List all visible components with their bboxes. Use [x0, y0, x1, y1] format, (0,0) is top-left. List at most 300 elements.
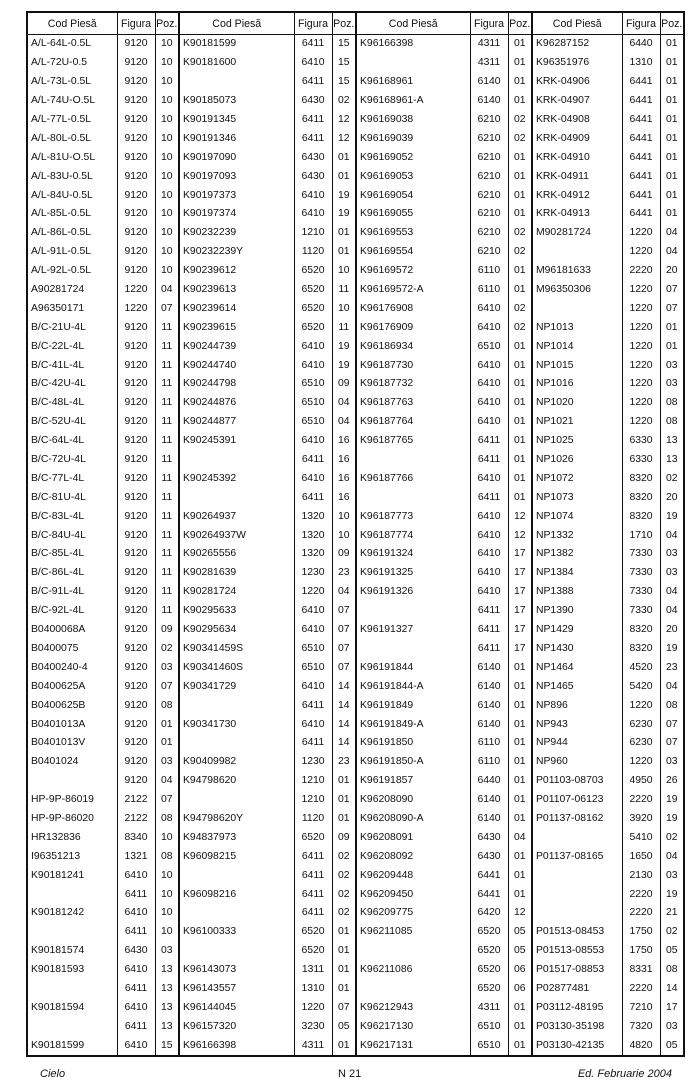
cell-cod-piesa: K96187774	[356, 526, 470, 545]
cell-poz: 14	[332, 677, 356, 696]
cell-poz: 16	[332, 469, 356, 488]
cell-cod-piesa: NP1026	[532, 451, 622, 470]
cell-figura: 6210	[470, 243, 508, 262]
cell-figura: 6411	[470, 451, 508, 470]
cell-cod-piesa: K96187730	[356, 356, 470, 375]
cell-figura: 6410	[470, 507, 508, 526]
cell-cod-piesa: K90239615	[179, 318, 294, 337]
cell-figura: 6410	[470, 564, 508, 583]
cell-cod-piesa: P01517-08853	[532, 961, 622, 980]
cell-poz: 08	[155, 847, 179, 866]
cell-cod-piesa: K90295633	[179, 602, 294, 621]
cell-cod-piesa: NP1073	[532, 488, 622, 507]
cell-figura: 1220	[622, 337, 660, 356]
cell-cod-piesa	[27, 885, 117, 904]
column-header-poz-3: Poz.	[508, 12, 532, 35]
cell-cod-piesa: K90181574	[27, 942, 117, 961]
cell-poz: 07	[332, 602, 356, 621]
cell-poz: 17	[508, 583, 532, 602]
cell-figura: 1220	[622, 281, 660, 300]
cell-cod-piesa: P01137-08165	[532, 847, 622, 866]
cell-cod-piesa: NP1430	[532, 640, 622, 659]
cell-poz: 01	[508, 677, 532, 696]
cell-poz: 13	[155, 980, 179, 999]
cell-cod-piesa: B/C-91L-4L	[27, 583, 117, 602]
cell-figura: 6410	[470, 356, 508, 375]
cell-poz: 02	[508, 224, 532, 243]
cell-cod-piesa: B0400625A	[27, 677, 117, 696]
cell-cod-piesa: A/L-83U-0.5L	[27, 167, 117, 186]
cell-cod-piesa: K90181600	[179, 54, 294, 73]
cell-cod-piesa: K96169572	[356, 262, 470, 281]
cell-poz: 04	[660, 602, 684, 621]
column-header-cod-piesa-3: Cod Piesă	[356, 12, 470, 35]
cell-figura: 1220	[622, 356, 660, 375]
table-row	[27, 413, 684, 432]
cell-poz: 11	[155, 469, 179, 488]
cell-cod-piesa: K90181594	[27, 998, 117, 1017]
table-row	[27, 583, 684, 602]
cell-figura: 4950	[622, 772, 660, 791]
cell-poz: 08	[155, 696, 179, 715]
cell-figura: 6140	[470, 810, 508, 829]
cell-cod-piesa: K96211086	[356, 961, 470, 980]
cell-poz: 07	[660, 734, 684, 753]
cell-poz: 07	[660, 299, 684, 318]
cell-cod-piesa: K96169052	[356, 148, 470, 167]
table-row	[27, 451, 684, 470]
cell-cod-piesa: K96100333	[179, 923, 294, 942]
table-row	[27, 507, 684, 526]
cell-cod-piesa: K94798620	[179, 772, 294, 791]
cell-cod-piesa: K90264937W	[179, 526, 294, 545]
cell-cod-piesa: P01513-08553	[532, 942, 622, 961]
cell-cod-piesa: P01107-06123	[532, 791, 622, 810]
table-row	[27, 791, 684, 810]
cell-figura: 6210	[470, 167, 508, 186]
cell-cod-piesa: NP1014	[532, 337, 622, 356]
cell-cod-piesa: K90244739	[179, 337, 294, 356]
cell-poz: 01	[660, 205, 684, 224]
cell-figura: 6441	[622, 167, 660, 186]
cell-poz: 01	[508, 35, 532, 54]
cell-figura: 9120	[117, 167, 155, 186]
table-row	[27, 904, 684, 923]
cell-cod-piesa: B0401013A	[27, 715, 117, 734]
table-row	[27, 942, 684, 961]
cell-cod-piesa: NP1429	[532, 621, 622, 640]
table-row	[27, 847, 684, 866]
cell-figura: 4311	[470, 998, 508, 1017]
cell-cod-piesa	[27, 772, 117, 791]
cell-poz: 07	[660, 281, 684, 300]
cell-cod-piesa: HP-9P-86019	[27, 791, 117, 810]
cell-cod-piesa: A/L-85L-0.5L	[27, 205, 117, 224]
cell-figura: 6411	[470, 640, 508, 659]
cell-cod-piesa	[27, 1017, 117, 1036]
cell-cod-piesa: K96098215	[179, 847, 294, 866]
cell-figura: 3920	[622, 810, 660, 829]
cell-cod-piesa: K90341459S	[179, 640, 294, 659]
cell-poz: 09	[332, 828, 356, 847]
cell-poz: 01	[508, 810, 532, 829]
cell-poz: 10	[155, 923, 179, 942]
cell-figura: 6411	[117, 1017, 155, 1036]
cell-cod-piesa: B/C-41L-4L	[27, 356, 117, 375]
cell-figura: 8320	[622, 469, 660, 488]
cell-figura: 6410	[117, 998, 155, 1017]
cell-figura: 1710	[622, 526, 660, 545]
cell-poz: 01	[155, 734, 179, 753]
parts-index-table-container	[26, 11, 683, 1057]
cell-figura: 6420	[470, 904, 508, 923]
cell-figura: 6441	[622, 148, 660, 167]
cell-cod-piesa: NP960	[532, 753, 622, 772]
cell-figura: 3230	[294, 1017, 332, 1036]
cell-poz: 01	[508, 394, 532, 413]
cell-poz: 03	[155, 753, 179, 772]
cell-figura: 1310	[622, 54, 660, 73]
table-row	[27, 167, 684, 186]
table-row	[27, 186, 684, 205]
cell-poz: 10	[155, 148, 179, 167]
cell-poz: 11	[155, 583, 179, 602]
cell-cod-piesa: K96169053	[356, 167, 470, 186]
table-row	[27, 828, 684, 847]
cell-poz: 11	[155, 432, 179, 451]
cell-poz: 12	[332, 111, 356, 130]
cell-poz: 01	[508, 281, 532, 300]
table-row	[27, 810, 684, 829]
cell-figura: 6510	[294, 658, 332, 677]
cell-figura: 1321	[117, 847, 155, 866]
table-row	[27, 92, 684, 111]
cell-figura: 6441	[622, 73, 660, 92]
cell-poz: 12	[508, 904, 532, 923]
cell-cod-piesa: K96191327	[356, 621, 470, 640]
cell-cod-piesa: A/L-84U-0.5L	[27, 186, 117, 205]
cell-cod-piesa	[356, 942, 470, 961]
cell-poz: 04	[332, 413, 356, 432]
cell-figura: 6411	[294, 451, 332, 470]
cell-figura: 1650	[622, 847, 660, 866]
cell-figura: 6411	[117, 885, 155, 904]
cell-figura: 6410	[470, 318, 508, 337]
cell-figura: 4311	[470, 54, 508, 73]
cell-poz: 01	[508, 451, 532, 470]
cell-figura: 6430	[470, 847, 508, 866]
cell-poz: 04	[155, 772, 179, 791]
column-header-cod-piesa-4: Cod Piesă	[532, 12, 622, 35]
cell-cod-piesa: K90281639	[179, 564, 294, 583]
cell-cod-piesa	[27, 923, 117, 942]
cell-figura: 6330	[622, 451, 660, 470]
cell-poz: 03	[660, 866, 684, 885]
cell-figura: 8340	[117, 828, 155, 847]
cell-figura: 6410	[294, 186, 332, 205]
cell-poz: 04	[660, 847, 684, 866]
cell-cod-piesa: K96166398	[356, 35, 470, 54]
cell-cod-piesa: K90239614	[179, 299, 294, 318]
cell-figura: 6411	[117, 923, 155, 942]
cell-cod-piesa: K96169039	[356, 129, 470, 148]
column-header-poz-1: Poz.	[155, 12, 179, 35]
cell-poz: 10	[155, 904, 179, 923]
cell-figura: 1750	[622, 942, 660, 961]
cell-figura: 6520	[294, 828, 332, 847]
cell-figura: 5420	[622, 677, 660, 696]
cell-figura: 1750	[622, 923, 660, 942]
footer-page-number: N 21	[338, 1068, 362, 1080]
cell-cod-piesa: A/L-86L-0.5L	[27, 224, 117, 243]
cell-cod-piesa: A/L-73L-0.5L	[27, 73, 117, 92]
cell-poz: 01	[660, 186, 684, 205]
cell-figura: 6410	[294, 337, 332, 356]
cell-poz: 08	[660, 413, 684, 432]
cell-figura: 1220	[294, 583, 332, 602]
cell-figura: 1230	[294, 753, 332, 772]
cell-figura: 6441	[622, 129, 660, 148]
table-row	[27, 318, 684, 337]
cell-figura: 6411	[294, 73, 332, 92]
cell-poz: 04	[332, 583, 356, 602]
cell-figura: 6520	[294, 923, 332, 942]
cell-poz: 17	[508, 621, 532, 640]
cell-figura: 6411	[294, 129, 332, 148]
cell-cod-piesa: A/L-64L-0.5L	[27, 35, 117, 54]
cell-figura: 9120	[117, 469, 155, 488]
cell-poz: 10	[155, 129, 179, 148]
cell-cod-piesa	[27, 980, 117, 999]
cell-cod-piesa: B0400625B	[27, 696, 117, 715]
cell-poz: 13	[660, 451, 684, 470]
cell-poz: 01	[508, 432, 532, 451]
cell-figura: 1210	[294, 791, 332, 810]
cell-poz: 01	[508, 469, 532, 488]
cell-cod-piesa: KRK-04912	[532, 186, 622, 205]
cell-cod-piesa: K90341729	[179, 677, 294, 696]
table-row	[27, 281, 684, 300]
cell-poz: 06	[508, 961, 532, 980]
cell-cod-piesa	[179, 451, 294, 470]
cell-cod-piesa: K96209448	[356, 866, 470, 885]
cell-figura: 6411	[117, 980, 155, 999]
cell-cod-piesa	[532, 885, 622, 904]
cell-figura: 6410	[294, 677, 332, 696]
cell-poz: 11	[155, 337, 179, 356]
cell-poz: 11	[332, 281, 356, 300]
cell-poz: 12	[508, 507, 532, 526]
cell-cod-piesa: NP1332	[532, 526, 622, 545]
cell-figura: 6411	[294, 885, 332, 904]
cell-poz: 01	[508, 715, 532, 734]
cell-figura: 6411	[294, 696, 332, 715]
cell-cod-piesa: NP1016	[532, 375, 622, 394]
cell-cod-piesa: K96157320	[179, 1017, 294, 1036]
cell-cod-piesa: K96187763	[356, 394, 470, 413]
cell-cod-piesa: K96191324	[356, 545, 470, 564]
cell-figura: 6210	[470, 111, 508, 130]
cell-cod-piesa: P03130-42135	[532, 1036, 622, 1056]
cell-figura: 6210	[470, 224, 508, 243]
cell-figura: 4520	[622, 658, 660, 677]
cell-poz: 01	[332, 923, 356, 942]
cell-figura: 6410	[470, 375, 508, 394]
cell-figura: 6330	[622, 432, 660, 451]
cell-cod-piesa: KRK-04913	[532, 205, 622, 224]
cell-figura: 6430	[117, 942, 155, 961]
cell-poz: 05	[660, 942, 684, 961]
cell-figura: 9120	[117, 129, 155, 148]
cell-cod-piesa: B/C-83L-4L	[27, 507, 117, 526]
cell-poz: 14	[332, 715, 356, 734]
column-header-poz-4: Poz.	[660, 12, 684, 35]
table-row	[27, 1017, 684, 1036]
cell-cod-piesa: NP943	[532, 715, 622, 734]
cell-figura: 8331	[622, 961, 660, 980]
table-row	[27, 866, 684, 885]
table-row	[27, 621, 684, 640]
cell-figura: 6410	[294, 205, 332, 224]
cell-poz: 03	[660, 375, 684, 394]
cell-poz: 01	[332, 148, 356, 167]
cell-cod-piesa: NP1025	[532, 432, 622, 451]
cell-figura: 9120	[117, 753, 155, 772]
cell-poz: 01	[508, 73, 532, 92]
cell-figura: 1320	[294, 507, 332, 526]
table-row	[27, 1036, 684, 1056]
cell-poz: 14	[332, 734, 356, 753]
cell-poz: 01	[660, 318, 684, 337]
cell-cod-piesa: K90244740	[179, 356, 294, 375]
table-row	[27, 564, 684, 583]
cell-figura: 6410	[470, 394, 508, 413]
cell-cod-piesa: K96191849-A	[356, 715, 470, 734]
cell-figura: 6430	[294, 167, 332, 186]
cell-figura: 6411	[294, 904, 332, 923]
table-row	[27, 602, 684, 621]
cell-cod-piesa: K96191844-A	[356, 677, 470, 696]
cell-figura: 1210	[294, 224, 332, 243]
cell-poz: 01	[660, 73, 684, 92]
cell-figura: 9120	[117, 73, 155, 92]
cell-poz: 19	[660, 507, 684, 526]
cell-figura: 9120	[117, 337, 155, 356]
cell-poz: 07	[155, 299, 179, 318]
cell-poz: 01	[508, 413, 532, 432]
cell-figura: 6110	[470, 734, 508, 753]
cell-cod-piesa: B/C-81U-4L	[27, 488, 117, 507]
cell-figura: 9120	[117, 148, 155, 167]
cell-figura: 6510	[294, 394, 332, 413]
cell-cod-piesa: K96187773	[356, 507, 470, 526]
cell-cod-piesa: K96209775	[356, 904, 470, 923]
table-body	[27, 35, 684, 1057]
table-row	[27, 469, 684, 488]
cell-cod-piesa: K96187764	[356, 413, 470, 432]
cell-poz: 02	[660, 469, 684, 488]
cell-poz: 11	[155, 356, 179, 375]
cell-poz: 04	[155, 281, 179, 300]
cell-cod-piesa: K90191346	[179, 129, 294, 148]
cell-cod-piesa: K90244798	[179, 375, 294, 394]
cell-figura: 6411	[294, 488, 332, 507]
cell-figura: 6410	[117, 904, 155, 923]
cell-cod-piesa: K96169054	[356, 186, 470, 205]
cell-figura: 6410	[294, 621, 332, 640]
cell-poz: 01	[508, 1036, 532, 1056]
table-row	[27, 394, 684, 413]
cell-figura: 6410	[470, 469, 508, 488]
cell-figura: 9120	[117, 356, 155, 375]
cell-poz: 23	[660, 658, 684, 677]
cell-cod-piesa	[356, 640, 470, 659]
cell-poz: 11	[155, 394, 179, 413]
cell-poz: 02	[332, 866, 356, 885]
cell-cod-piesa: K90197093	[179, 167, 294, 186]
cell-cod-piesa: P01513-08453	[532, 923, 622, 942]
cell-figura: 8320	[622, 488, 660, 507]
cell-poz: 02	[332, 885, 356, 904]
cell-cod-piesa: B/C-52U-4L	[27, 413, 117, 432]
cell-poz: 03	[660, 356, 684, 375]
cell-figura: 4311	[470, 35, 508, 54]
cell-poz: 14	[660, 980, 684, 999]
cell-figura: 6430	[294, 92, 332, 111]
cell-cod-piesa: K90232239Y	[179, 243, 294, 262]
cell-figura: 9120	[117, 640, 155, 659]
table-row	[27, 111, 684, 130]
cell-cod-piesa: K96169055	[356, 205, 470, 224]
cell-figura: 6230	[622, 734, 660, 753]
cell-figura: 6411	[294, 35, 332, 54]
table-row	[27, 545, 684, 564]
cell-cod-piesa: K96187766	[356, 469, 470, 488]
cell-poz: 14	[332, 696, 356, 715]
cell-figura: 6410	[117, 961, 155, 980]
cell-figura: 1120	[294, 810, 332, 829]
cell-figura: 9120	[117, 394, 155, 413]
cell-poz: 01	[660, 167, 684, 186]
cell-cod-piesa: P03112-48195	[532, 998, 622, 1017]
cell-figura: 6510	[470, 1036, 508, 1056]
cell-cod-piesa: K90181593	[27, 961, 117, 980]
cell-cod-piesa: K90245391	[179, 432, 294, 451]
cell-figura: 6520	[470, 961, 508, 980]
cell-figura: 2220	[622, 262, 660, 281]
cell-figura: 6441	[622, 92, 660, 111]
cell-poz: 19	[660, 791, 684, 810]
cell-poz: 04	[660, 526, 684, 545]
cell-cod-piesa: K90245392	[179, 469, 294, 488]
cell-cod-piesa: K90197373	[179, 186, 294, 205]
cell-poz: 07	[155, 791, 179, 810]
cell-poz: 08	[660, 394, 684, 413]
cell-figura: 2122	[117, 810, 155, 829]
cell-figura: 9120	[117, 621, 155, 640]
column-header-figura-4: Figura	[622, 12, 660, 35]
cell-cod-piesa: K96187765	[356, 432, 470, 451]
cell-cod-piesa: K90197374	[179, 205, 294, 224]
cell-cod-piesa: P03130-35198	[532, 1017, 622, 1036]
column-header-poz-2: Poz.	[332, 12, 356, 35]
table-row	[27, 734, 684, 753]
cell-figura: 1220	[117, 299, 155, 318]
cell-poz: 01	[508, 885, 532, 904]
cell-cod-piesa: K96191849	[356, 696, 470, 715]
cell-poz: 01	[155, 715, 179, 734]
cell-figura: 9120	[117, 696, 155, 715]
